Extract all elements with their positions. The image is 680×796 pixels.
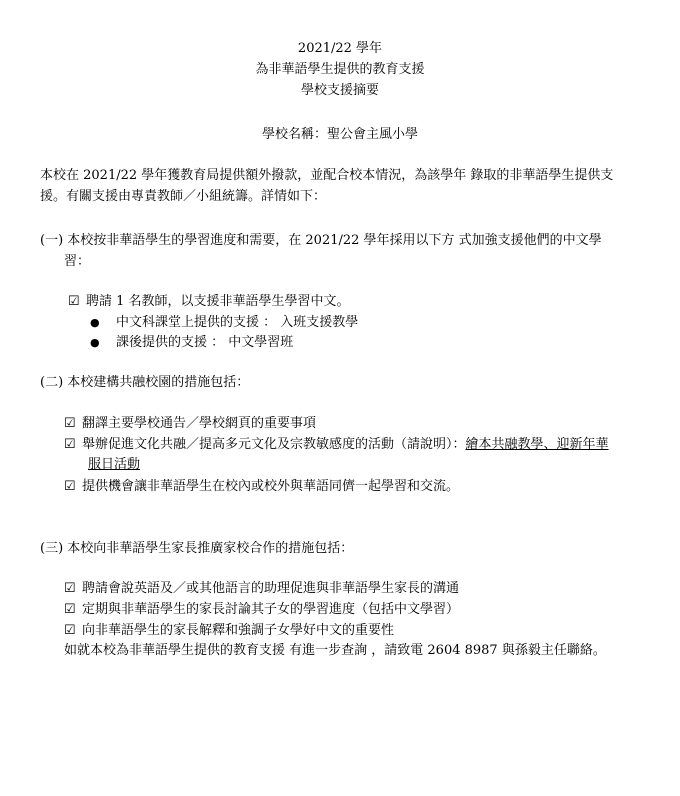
section1-item-teacher [68, 291, 350, 312]
item-text: 定期與非華語學生的家長討論其子女的學習進度（包括中文學習） [82, 602, 460, 617]
section3-item [64, 620, 394, 641]
item-text: 聘請 1 名教師，以支援非華語學生學習中文。 [86, 294, 350, 309]
item-text: 翻譯主要學校通告／學校網頁的重要事項 [82, 416, 317, 431]
section2-item-cont [88, 454, 140, 475]
activity-description: 繪本共融教學、迎新年華 [465, 437, 609, 452]
contact-line: 如就本校為非華語學生提供的教育支援 有進一步查詢 ，請致電 2604 8987 與孫毅主任聯絡。 [64, 643, 606, 658]
sub-item-text: 課後提供的支援 ： 中文學習班 [116, 335, 294, 350]
section2-item [64, 476, 459, 497]
checkbox-checked-icon: ☑ [68, 294, 80, 309]
academic-year-title: 2021/22 學年 [297, 41, 383, 56]
document-subtitle: 為非華語學生提供的教育支援 [255, 62, 425, 77]
checkbox-checked-icon: ☑ [64, 416, 76, 431]
bullet-icon: ● [90, 336, 100, 349]
section3-heading: (三) 本校向非華語學生家長推廣家校合作的措施包括： [40, 541, 354, 556]
school-name: 學校名稱：聖公會主風小學 [261, 127, 418, 142]
section1-sub-item [90, 332, 293, 353]
section2-item [64, 413, 316, 434]
sub-item-text: 中文科課堂上提供的支援 ： 入班支援教學 [116, 315, 359, 330]
activity-description-cont: 服日活動 [88, 457, 141, 472]
checkbox-checked-icon: ☑ [64, 623, 76, 638]
checkbox-checked-icon: ☑ [64, 602, 76, 617]
item-text: 舉辦促進文化共融／提高多元文化及宗教敏感度的活動（請說明）： [82, 437, 466, 452]
section1-sub-item [90, 312, 358, 333]
section3-item [64, 578, 459, 599]
summary-title: 學校支援摘要 [300, 83, 379, 98]
intro-line-1: 本校在 2021/22 學年獲教育局提供額外撥款，並配合校本情況，為該學年 錄取的非華語學生提供支 [40, 168, 614, 183]
item-text: 向非華語學生的家長解釋和強調子女學好中文的重要性 [82, 623, 395, 638]
checkbox-checked-icon: ☑ [64, 479, 76, 494]
item-text: 聘請會說英語及／或其他語言的助理促進與非華語學生家長的溝通 [82, 581, 460, 596]
section2-item [64, 434, 609, 455]
item-text: 提供機會讓非華語學生在校內或校外與華語同儕一起學習和交流。 [82, 479, 460, 494]
section1-heading: (一) 本校按非華語學生的學習進度和需要，在 2021/22 學年採用以下方 式加強支援他們的中文學 [40, 233, 602, 248]
intro-line-2: 援。有關支援由專責教師／小組統籌。詳情如下： [40, 189, 327, 204]
section2-heading: (二) 本校建構共融校園的措施包括： [40, 375, 250, 390]
bullet-icon: ● [90, 316, 100, 329]
checkbox-checked-icon: ☑ [64, 581, 76, 596]
section1-heading-cont: 習： [64, 254, 91, 269]
section3-item [64, 599, 459, 620]
checkbox-checked-icon: ☑ [64, 437, 76, 452]
